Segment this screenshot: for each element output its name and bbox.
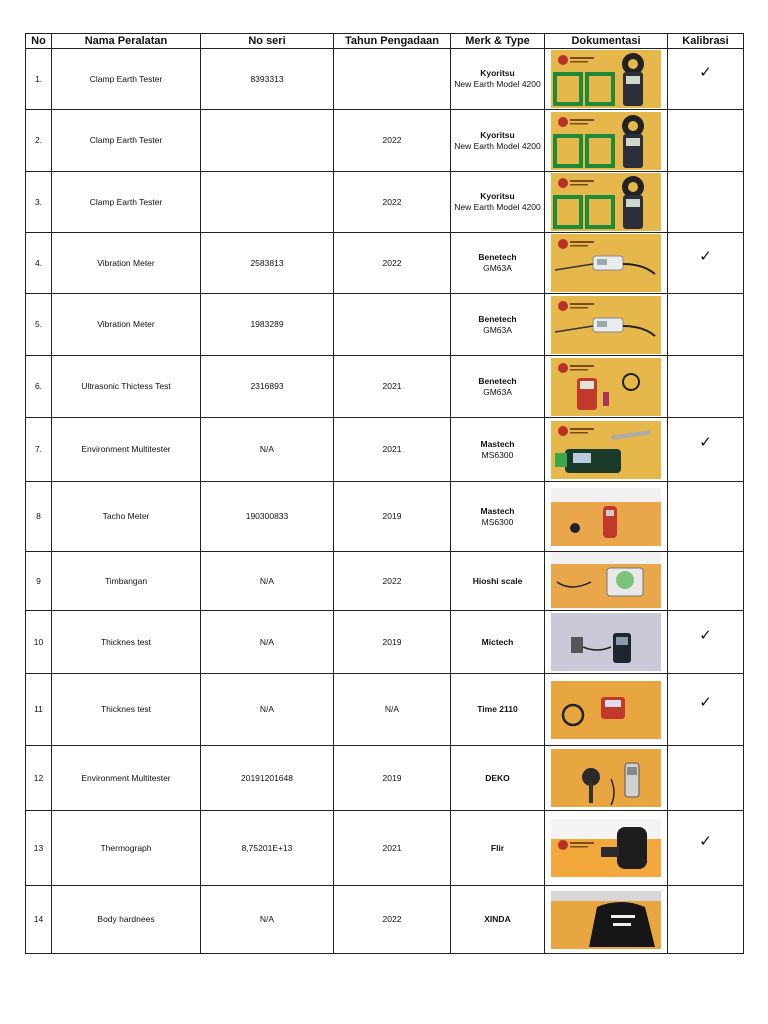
hardness-tester-case-photo	[551, 891, 661, 949]
brand-type	[451, 110, 545, 172]
procurement-year: 2022	[334, 110, 451, 172]
calibration-cell	[668, 886, 744, 954]
equipment-name: Clamp Earth Tester	[52, 172, 201, 233]
documentation-cell	[545, 886, 668, 954]
procurement-year: 2022	[334, 552, 451, 611]
serial-number: 8,75201E+13	[201, 811, 334, 886]
equipment-name: Vibration Meter	[52, 233, 201, 294]
brand-name: Time 2110	[477, 704, 518, 714]
clamp-earth-tester-photo	[551, 173, 661, 231]
documentation-cell	[545, 110, 668, 172]
calibration-cell	[668, 746, 744, 811]
documentation-cell	[545, 746, 668, 811]
equipment-name: Clamp Earth Tester	[52, 49, 201, 110]
calibration-cell	[668, 172, 744, 233]
procurement-year: 2019	[334, 611, 451, 674]
header-serial-number: No seri	[201, 34, 334, 49]
procurement-year: 2019	[334, 482, 451, 552]
serial-number: N/A	[201, 418, 334, 482]
header-documentation: Dokumentasi	[545, 34, 668, 49]
serial-number: 20191201648	[201, 746, 334, 811]
table-row	[26, 552, 744, 611]
serial-number: 8393313	[201, 49, 334, 110]
equipment-name: Vibration Meter	[52, 294, 201, 356]
calibration-cell	[668, 294, 744, 356]
model-name: New Earth Model 4200	[454, 202, 541, 212]
clamp-earth-tester-photo	[551, 112, 661, 170]
checkmark-icon: ✓	[699, 832, 712, 850]
documentation-cell	[545, 172, 668, 233]
procurement-year: 2021	[334, 811, 451, 886]
brand-type	[451, 482, 545, 552]
calibration-cell	[668, 110, 744, 172]
model-name: GM63A	[483, 263, 512, 273]
equipment-table	[25, 33, 744, 954]
deko-multitester-photo	[551, 749, 661, 807]
header-brand-type: Merk & Type	[451, 34, 545, 49]
row-number: 11	[26, 674, 52, 746]
table-row	[26, 233, 744, 294]
calibration-cell	[668, 811, 744, 886]
brand-type	[451, 746, 545, 811]
table-row	[26, 110, 744, 172]
checkmark-icon: ✓	[699, 63, 712, 81]
brand-type	[451, 674, 545, 746]
documentation-cell	[545, 482, 668, 552]
brand-name: XINDA	[484, 914, 511, 924]
table-row	[26, 356, 744, 418]
header-equipment-name: Nama Peralatan	[52, 34, 201, 49]
checkmark-icon: ✓	[699, 626, 712, 644]
equipment-name: Timbangan	[52, 552, 201, 611]
procurement-year: 2022	[334, 886, 451, 954]
serial-number: 2583813	[201, 233, 334, 294]
documentation-cell	[545, 233, 668, 294]
equipment-name: Thermograph	[52, 811, 201, 886]
calibration-cell	[668, 49, 744, 110]
thermograph-photo	[551, 819, 661, 877]
serial-number	[201, 110, 334, 172]
brand-name: Mastech	[480, 505, 515, 516]
procurement-year	[334, 49, 451, 110]
row-number: 12	[26, 746, 52, 811]
serial-number: N/A	[201, 886, 334, 954]
serial-number: N/A	[201, 611, 334, 674]
equipment-name: Ultrasonic Thictess Test	[52, 356, 201, 418]
serial-number: N/A	[201, 674, 334, 746]
equipment-name: Environment Multitester	[52, 746, 201, 811]
row-number: 7.	[26, 418, 52, 482]
calibration-cell	[668, 611, 744, 674]
brand-name: Kyoritsu	[480, 68, 515, 78]
procurement-year: 2021	[334, 356, 451, 418]
serial-number	[201, 172, 334, 233]
table-row	[26, 49, 744, 110]
model-name: MS6300	[481, 516, 514, 527]
serial-number: 190300833	[201, 482, 334, 552]
brand-type	[451, 172, 545, 233]
brand-name: Flir	[490, 842, 505, 853]
table-row	[26, 418, 744, 482]
thickness-tester-red-photo	[551, 681, 661, 739]
equipment-name: Body hardnees	[52, 886, 201, 954]
brand-name: Benetech	[478, 313, 517, 324]
row-number: 4.	[26, 233, 52, 294]
row-number: 6.	[26, 356, 52, 418]
serial-number: 1983289	[201, 294, 334, 356]
calibration-cell	[668, 356, 744, 418]
checkmark-icon: ✓	[699, 694, 712, 711]
ultrasonic-tester-photo	[551, 358, 661, 416]
model-name: New Earth Model 4200	[454, 79, 541, 89]
brand-type	[451, 233, 545, 294]
row-number: 3.	[26, 172, 52, 233]
thickness-tester-photo	[551, 613, 661, 671]
table-row	[26, 611, 744, 674]
row-number: 10	[26, 611, 52, 674]
table-row	[26, 674, 744, 746]
header-procurement-year: Tahun Pengadaan	[334, 34, 451, 49]
documentation-cell	[545, 552, 668, 611]
brand-type	[451, 552, 545, 611]
header-calibration: Kalibrasi	[668, 34, 744, 49]
model-name: GM63A	[483, 386, 512, 397]
documentation-cell	[545, 674, 668, 746]
procurement-year: 2022	[334, 233, 451, 294]
clamp-earth-tester-photo	[551, 50, 661, 108]
row-number: 1.	[26, 49, 52, 110]
brand-type	[451, 611, 545, 674]
row-number: 9	[26, 552, 52, 611]
brand-type	[451, 356, 545, 418]
documentation-cell	[545, 611, 668, 674]
documentation-cell	[545, 294, 668, 356]
equipment-name: Tacho Meter	[52, 482, 201, 552]
brand-name: DEKO	[485, 772, 510, 783]
tacho-meter-photo	[551, 488, 661, 546]
row-number: 8	[26, 482, 52, 552]
equipment-name: Thicknes test	[52, 611, 201, 674]
brand-type	[451, 811, 545, 886]
documentation-cell	[545, 356, 668, 418]
calibration-cell	[668, 418, 744, 482]
equipment-name: Thicknes test	[52, 674, 201, 746]
table-row	[26, 811, 744, 886]
brand-type	[451, 294, 545, 356]
brand-name: Kyoritsu	[480, 191, 515, 201]
brand-name: Benetech	[478, 252, 517, 262]
vibration-meter-photo	[551, 296, 661, 354]
serial-number: N/A	[201, 552, 334, 611]
equipment-name: Environment Multitester	[52, 418, 201, 482]
documentation-cell	[545, 49, 668, 110]
environment-multitester-photo	[551, 421, 661, 479]
documentation-cell	[545, 418, 668, 482]
row-number: 2.	[26, 110, 52, 172]
table-row	[26, 294, 744, 356]
brand-type	[451, 886, 545, 954]
equipment-name: Clamp Earth Tester	[52, 110, 201, 172]
calibration-cell	[668, 674, 744, 746]
checkmark-icon: ✓	[699, 434, 712, 451]
brand-name: Mictech	[481, 636, 514, 647]
procurement-year: 2022	[334, 172, 451, 233]
calibration-cell	[668, 233, 744, 294]
brand-name: Mastech	[480, 438, 515, 449]
scale-photo	[551, 552, 661, 610]
brand-name: Kyoritsu	[480, 129, 515, 140]
table-row	[26, 746, 744, 811]
brand-type	[451, 49, 545, 110]
table-header-row	[26, 34, 744, 49]
serial-number: 2316893	[201, 356, 334, 418]
brand-name: Benetech	[478, 375, 517, 386]
checkmark-icon: ✓	[699, 247, 712, 265]
calibration-cell	[668, 482, 744, 552]
model-name: GM63A	[483, 324, 512, 335]
brand-name: Hioshi scale	[472, 575, 523, 586]
procurement-year: 2019	[334, 746, 451, 811]
table-row	[26, 886, 744, 954]
table-row	[26, 482, 744, 552]
row-number: 13	[26, 811, 52, 886]
calibration-cell	[668, 552, 744, 611]
header-no: No	[26, 34, 52, 49]
brand-type	[451, 418, 545, 482]
vibration-meter-photo	[551, 234, 661, 292]
procurement-year: 2021	[334, 418, 451, 482]
model-name: New Earth Model 4200	[454, 140, 541, 151]
procurement-year	[334, 294, 451, 356]
documentation-cell	[545, 811, 668, 886]
table-row	[26, 172, 744, 233]
procurement-year: N/A	[334, 674, 451, 746]
model-name: MS6300	[481, 449, 514, 460]
row-number: 14	[26, 886, 52, 954]
row-number: 5.	[26, 294, 52, 356]
